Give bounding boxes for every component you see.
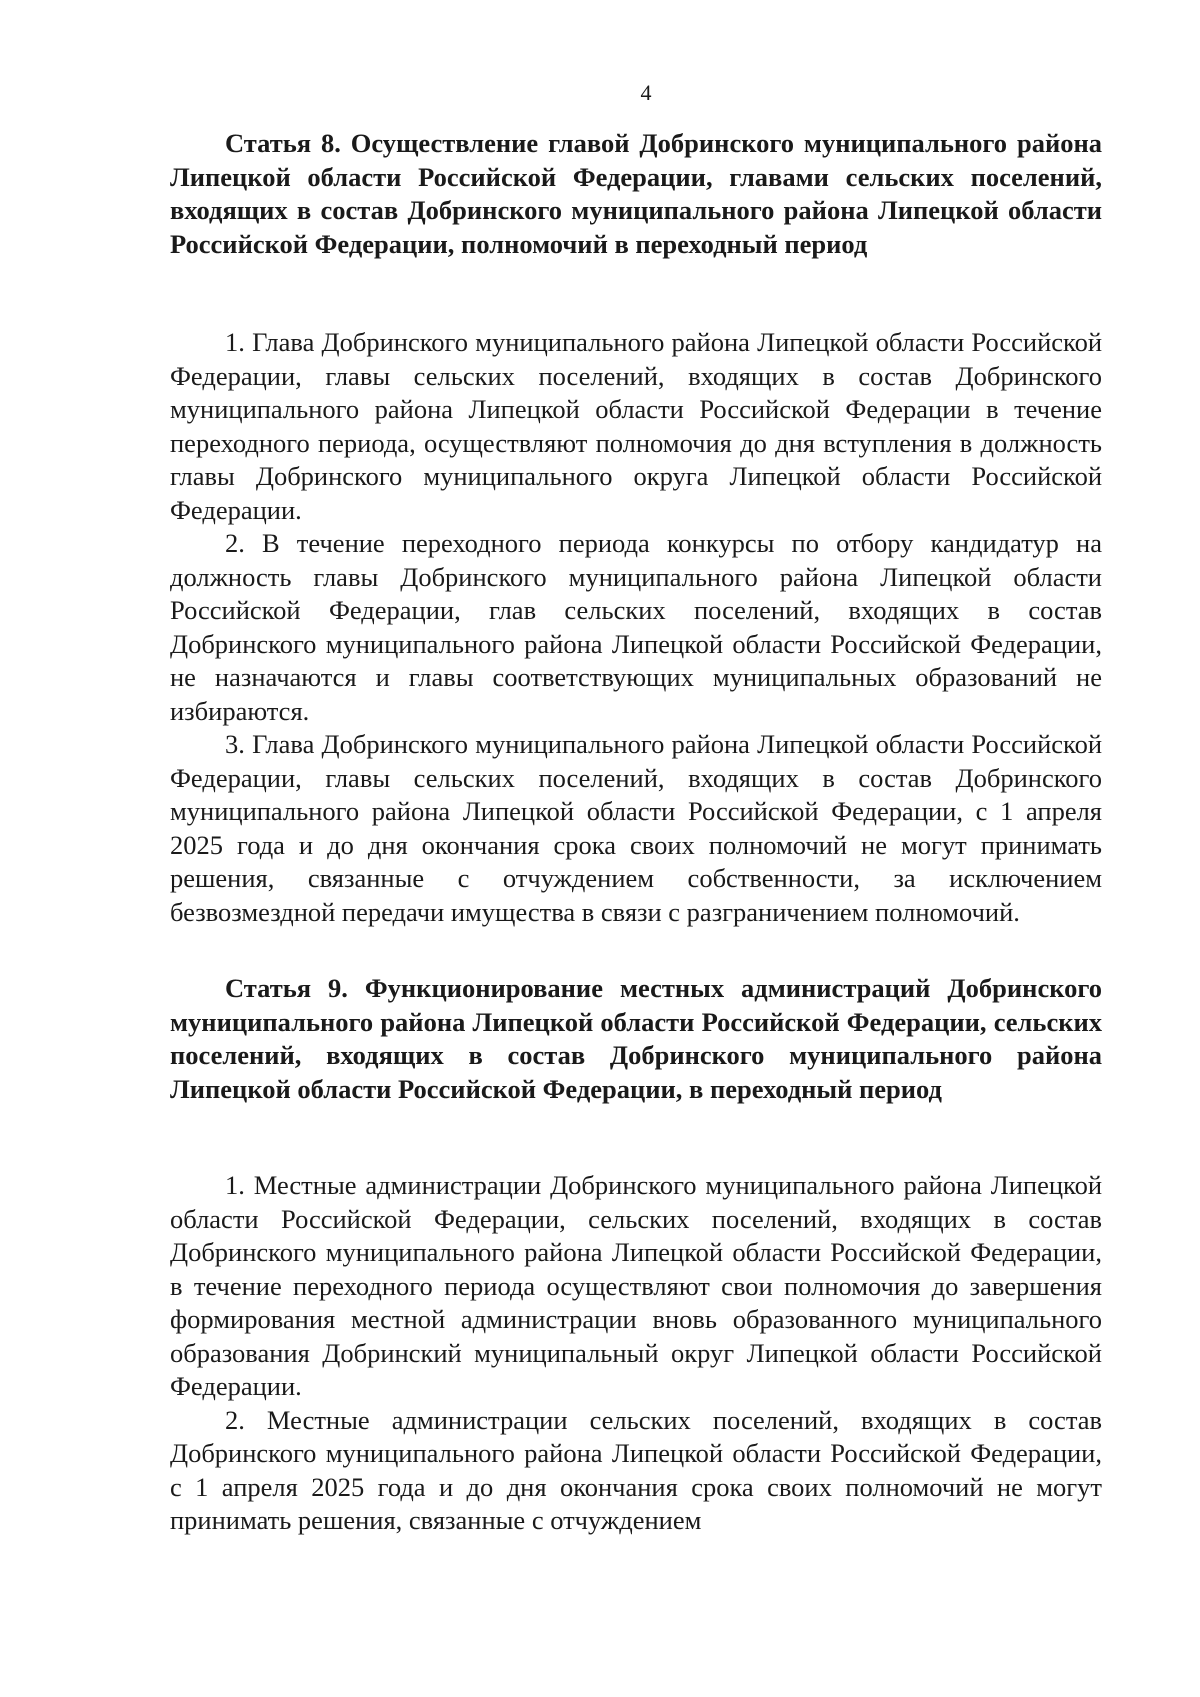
- article-8-heading: Статья 8. Осуществление главой Добринского муниципального района Липецкой области Российской Федерации, главами сельских поселений, входящих в состав Добринского муниципального района Липецкой области Российской Федерации, полномочий в переходный период: [170, 128, 1102, 259]
- article-8-paragraph-1: 1. Глава Добринского муниципального района Липецкой области Российской Федерации, главы сельских поселений, входящих в состав Добринского муниципального района Липецкой области Российской Федерации в течение переходного периода, осуществляют полномочия до дня вступления в должность главы Добринского муниципального округа Липецкой области Российской Федерации.: [170, 327, 1102, 525]
- article-9-heading-block: [170, 972, 1102, 1106]
- article-9-paragraph-2: 2. Местные администрации сельских поселений, входящих в состав Добринского муниципального района Липецкой области Российской Федерации, с 1 апреля 2025 года и до дня окончания срока своих полномочий не могут принимать решения, связанные с отчуждением: [170, 1404, 1102, 1535]
- article-9-paragraph-1: 1. Местные администрации Добринского муниципального района Липецкой области Российской Федерации, сельских поселений, входящих в состав Добринского муниципального района Липецкой области Российской Федерации, в течение переходного периода осуществляют свои полномочия до завершения формирования местной администрации вновь образованного муниципального образования Добринский муниципальный округ Липецкой области Российской Федерации.: [170, 1170, 1102, 1401]
- article-8-body: [170, 326, 1102, 929]
- page-number: 4: [640, 80, 652, 105]
- article-8-heading-block: [170, 127, 1102, 261]
- article-9-heading: Статья 9. Функционирование местных администраций Добринского муниципального района Липецкой области Российской Федерации, сельских поселений, входящих в состав Добринского муниципального района Липецкой области Российской Федерации, в переходный период: [170, 973, 1102, 1104]
- article-9-body: [170, 1169, 1102, 1538]
- article-8-paragraph-2: 2. В течение переходного периода конкурсы по отбору кандидатур на должность главы Добринского муниципального района Липецкой области Российской Федерации, глав сельских поселений, входящих в состав Добринского муниципального района Липецкой области Российской Федерации, не назначаются и главы соответствующих муниципальных образований не избираются.: [170, 528, 1102, 726]
- article-8-paragraph-3: 3. Глава Добринского муниципального района Липецкой области Российской Федерации, главы сельских поселений, входящих в состав Добринского муниципального района Липецкой области Российской Федерации, с 1 апреля 2025 года и до дня окончания срока своих полномочий не могут принимать решения, связанные с отчуждением собственности, за исключением безвозмездной передачи имущества в связи с разграничением полномочий.: [170, 729, 1102, 927]
